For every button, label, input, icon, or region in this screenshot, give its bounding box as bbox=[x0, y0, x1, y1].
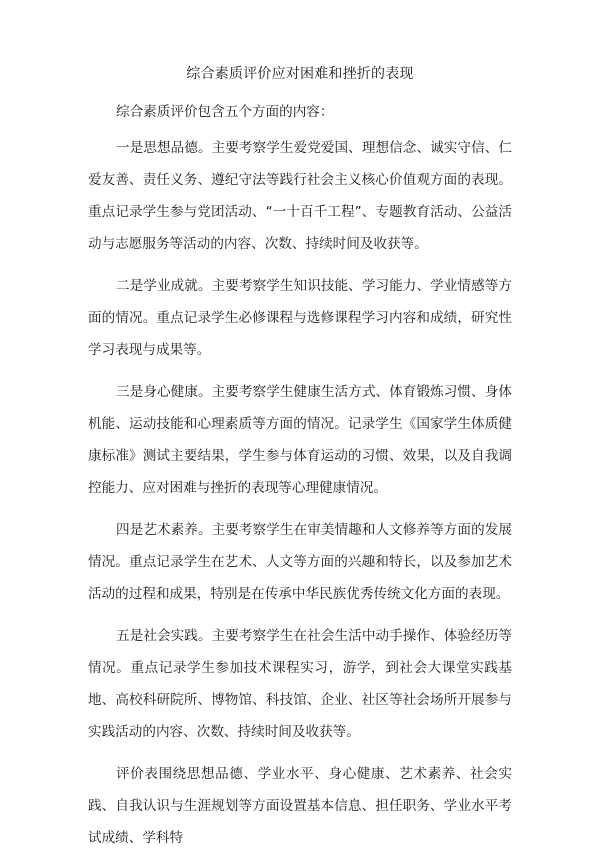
paragraph-physical-mental-health: 三是身心健康。主要考察学生健康生活方式、体育锻炼习惯、身体机能、运动技能和心理素质等方面的情况。记录学生《国家学生体质健康标准》测试主要结果，学生参与体育运动的习惯、效果，以及自我调控能力、应对困难与挫折的表现等心理健康情况。 bbox=[88, 384, 512, 496]
paragraph-evaluation-form: 评价表围绕思想品德、学业水平、身心健康、艺术素养、社会实践、自我认识与生涯规划等方面设置基本信息、担任职务、学业水平考试成绩、学科特 bbox=[88, 766, 512, 846]
paragraph-social-practice: 五是社会实践。主要考察学生在社会生活中动手操作、体验经历等情况。重点记录学生参加技术课程实习，游学，到社会大课堂实践基地、高校科研院所、博物馆、科技馆、企业、社区等社会场所开展参与实践活动的内容、次数、持续时间及收获等。 bbox=[88, 628, 512, 740]
document-body bbox=[88, 96, 512, 864]
document-title: 综合素质评价应对困难和挫折的表现 bbox=[186, 66, 414, 82]
paragraph-academic-achievement: 二是学业成就。主要考察学生知识技能、学习能力、学业情感等方面的情况。重点记录学生必修课程与选修课程学习内容和成绩，研究性学习表现与成果等。 bbox=[88, 278, 512, 358]
paragraph-moral-character: 一是思想品德。主要考察学生爱党爱国、理想信念、诚实守信、仁爱友善、责任义务、遵纪守法等践行社会主义核心价值观方面的表现。重点记录学生参与党团活动、“一十百千工程”、专题教育活动、公益活动与志愿服务等活动的内容、次数、持续时间及收获等。 bbox=[88, 140, 512, 252]
paragraph-artistic-literacy: 四是艺术素养。主要考察学生在审美情趣和人文修养等方面的发展情况。重点记录学生在艺术、人文等方面的兴趣和特长，以及参加艺术活动的过程和成果，特别是在传承中华民族优秀传统文化方面的表现。 bbox=[88, 522, 512, 602]
intro-paragraph: 综合素质评价包含五个方面的内容： bbox=[116, 104, 334, 120]
